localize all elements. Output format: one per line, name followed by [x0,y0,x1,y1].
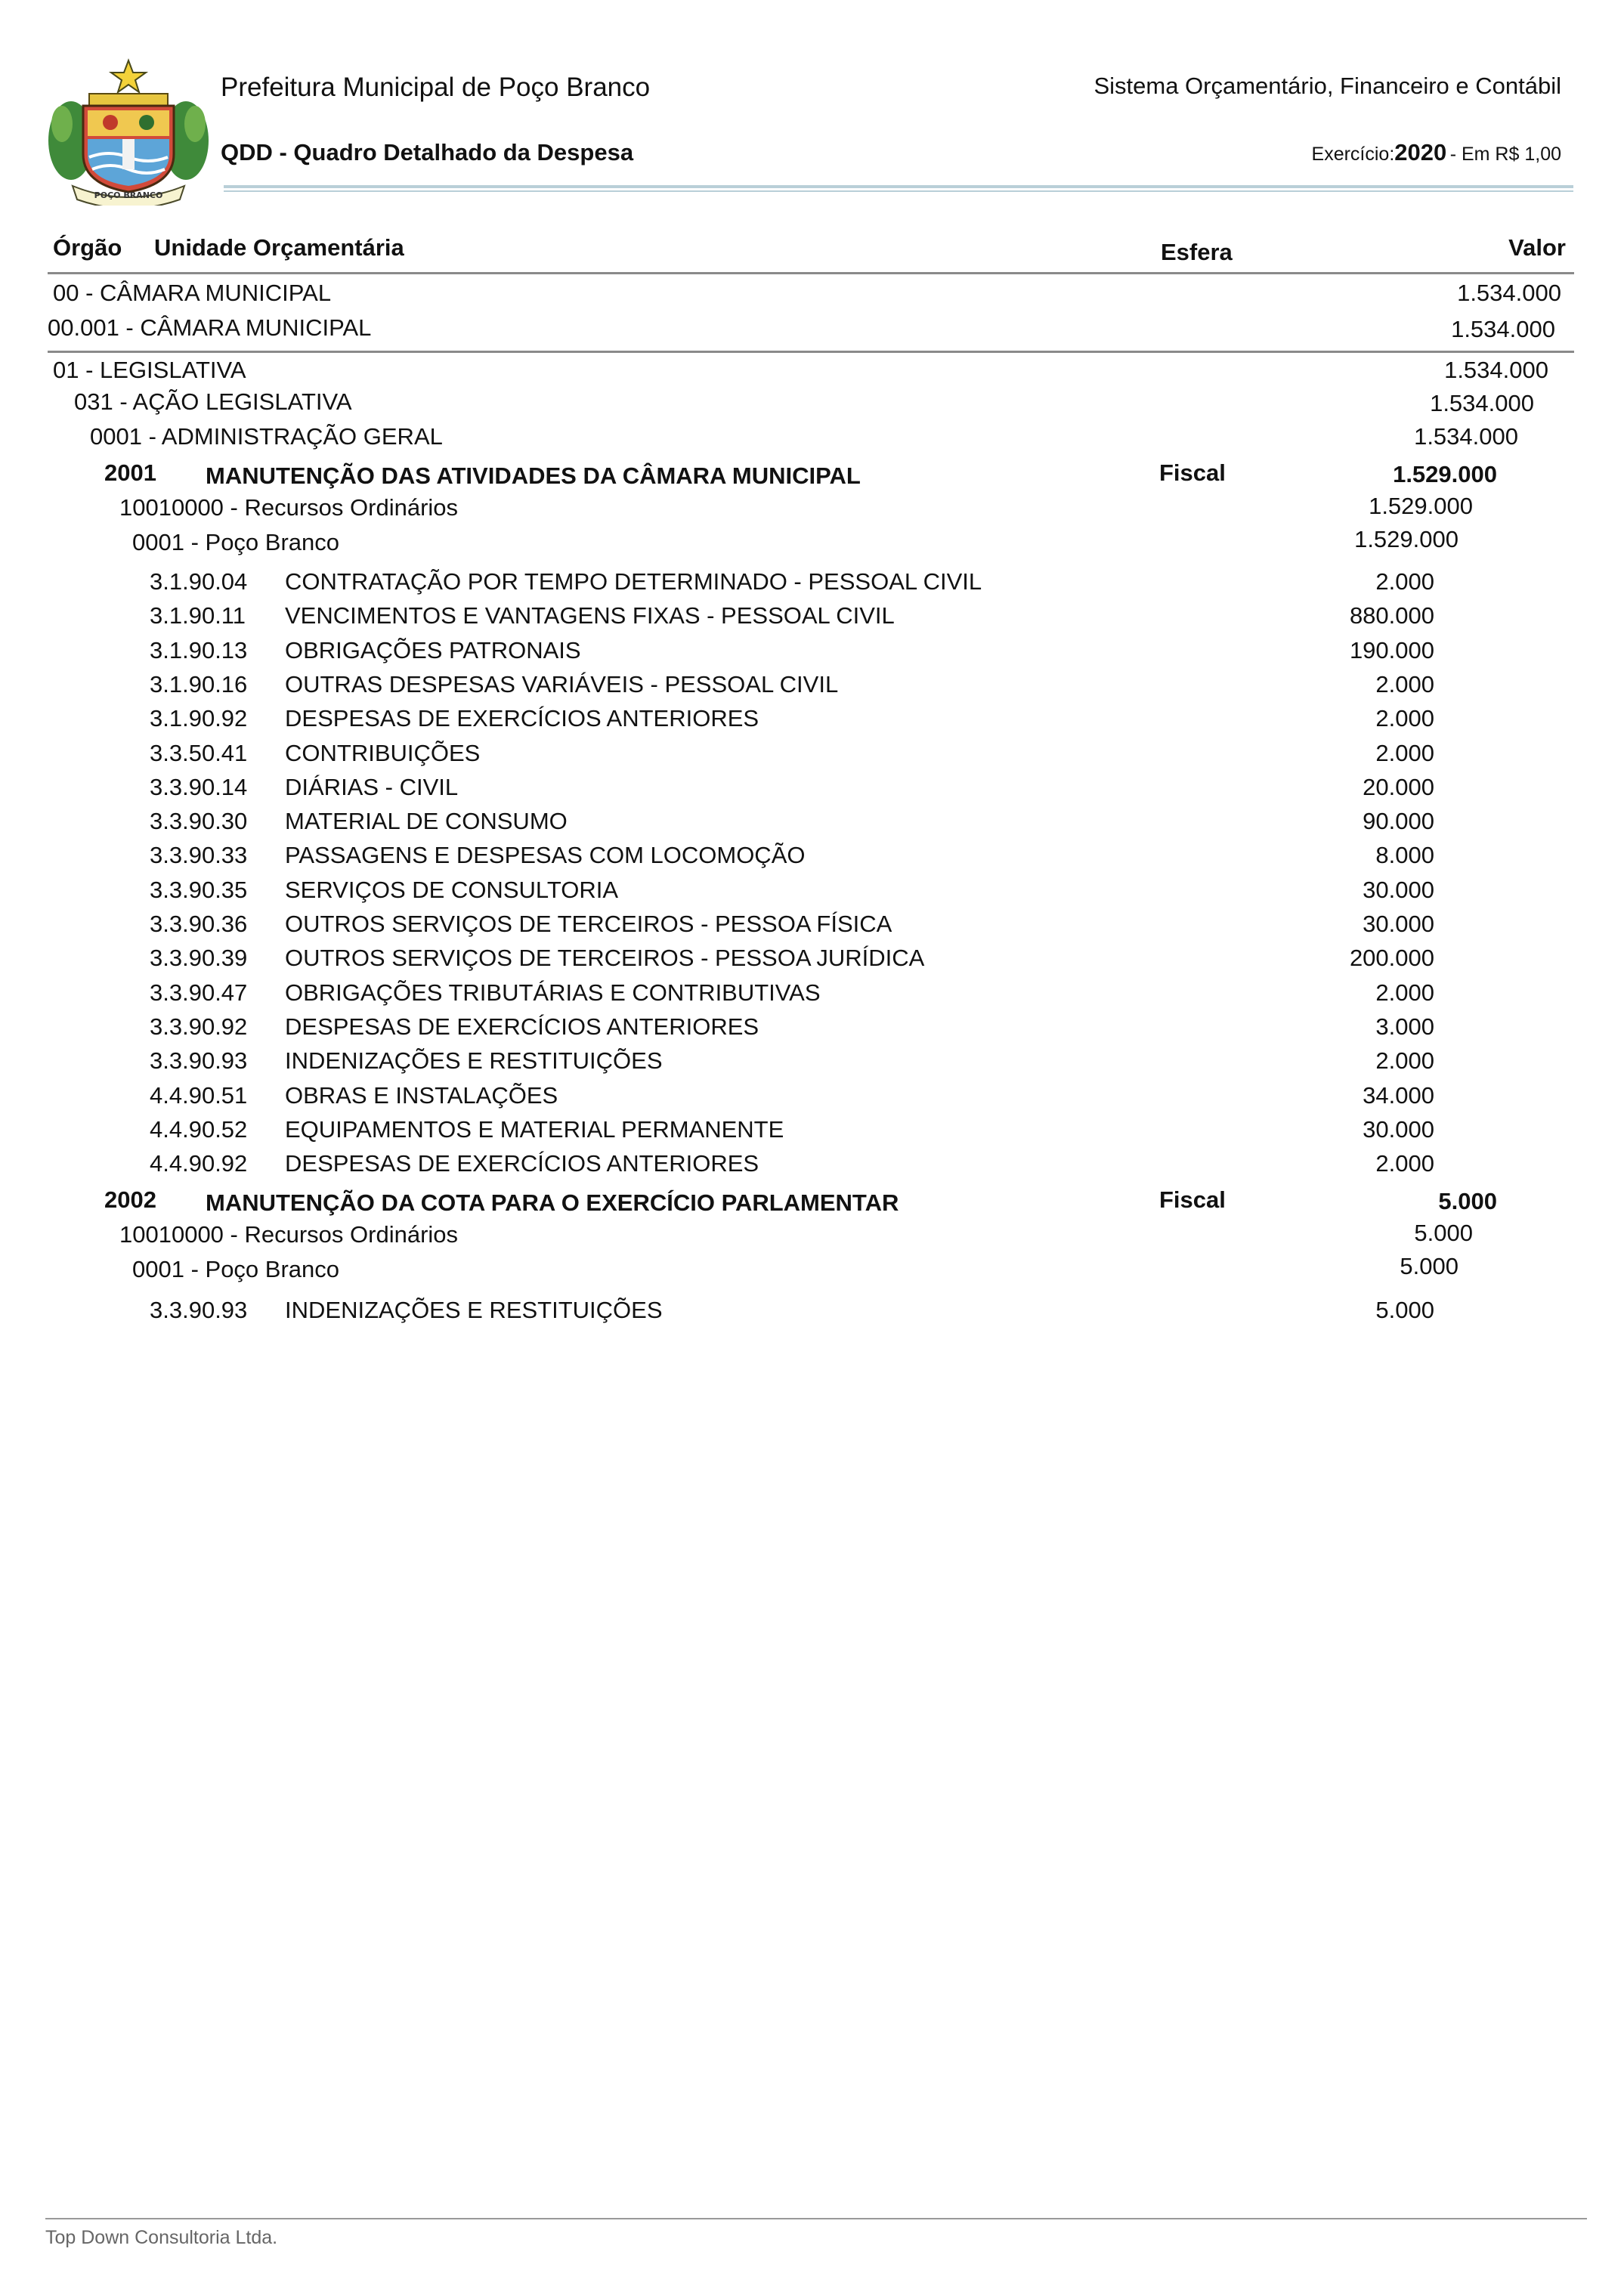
column-unidade: Unidade Orçamentária [154,234,404,261]
expense-value: 2.000 [1375,1047,1434,1075]
expense-code: 3.3.90.35 [150,876,248,903]
place-value: 5.000 [1400,1253,1459,1279]
report-title: QDD - Quadro Detalhado da Despesa [221,139,634,165]
expense-code: 4.4.90.51 [150,1081,248,1109]
footer-company: Top Down Consultoria Ltda. [45,2227,278,2248]
subfuncao-value: 1.534.000 [1430,390,1534,416]
expense-code: 3.1.90.11 [150,602,246,629]
unidade-label: 00.001 - CÂMARA MUNICIPAL [48,314,372,341]
expense-description: DESPESAS DE EXERCÍCIOS ANTERIORES [285,705,759,732]
currency-note: - Em R$ 1,00 [1449,144,1561,165]
action-value: 1.529.000 [1393,461,1497,487]
orgao-value: 1.534.000 [1457,280,1561,306]
column-esfera: Esfera [1161,239,1233,265]
svg-text:POÇO BRANCO: POÇO BRANCO [94,190,163,200]
expense-description: EQUIPAMENTOS E MATERIAL PERMANENTE [285,1115,784,1143]
expense-code: 3.1.90.16 [150,670,248,697]
expense-description: CONTRATAÇÃO POR TEMPO DETERMINADO - PESSOAL CIVIL [285,568,982,595]
expense-code: 3.1.90.92 [150,705,248,732]
expense-value: 200.000 [1349,945,1434,972]
expense-code: 3.1.90.04 [150,568,248,595]
expense-value: 34.000 [1363,1081,1434,1109]
expense-code: 4.4.90.52 [150,1115,248,1143]
expense-value: 8.000 [1375,842,1434,869]
expense-value: 20.000 [1363,773,1434,800]
programa-value: 1.534.000 [1414,423,1518,450]
expense-value: 2.000 [1375,1150,1434,1177]
expense-value: 2.000 [1375,705,1434,732]
expense-code: 3.3.90.14 [150,773,248,800]
expense-value: 2.000 [1375,979,1434,1006]
header-separator [48,272,1574,274]
system-name: Sistema Orçamentário, Financeiro e Contábil [1093,73,1561,99]
expense-description: PASSAGENS E DESPESAS COM LOCOMOÇÃO [285,842,806,869]
expense-value: 30.000 [1363,876,1434,903]
column-orgao: Órgão [53,234,122,261]
expense-code: 3.3.50.41 [150,739,248,766]
expense-code: 3.3.90.92 [150,1013,248,1040]
footer-rule [45,2218,1587,2219]
header-rule-1 [224,185,1573,188]
resource-value: 5.000 [1414,1220,1473,1246]
exercise-year: 2020 [1394,139,1447,165]
action-esfera: Fiscal [1159,1186,1226,1213]
expense-description: MATERIAL DE CONSUMO [285,808,568,835]
expense-description: CONTRIBUIÇÕES [285,739,481,766]
subfuncao-label: 031 - AÇÃO LEGISLATIVA [74,388,352,415]
place-label: 0001 - Poço Branco [132,529,340,555]
expense-code: 3.3.90.36 [150,911,248,937]
header-rule-2 [224,190,1573,192]
expense-description: INDENIZAÇÕES E RESTITUIÇÕES [285,1047,663,1075]
expense-code: 3.1.90.13 [150,636,248,663]
expense-code: 3.3.90.47 [150,979,248,1006]
expense-value: 2.000 [1375,670,1434,697]
expense-description: VENCIMENTOS E VANTAGENS FIXAS - PESSOAL CIVIL [285,602,895,629]
column-valor: Valor [1508,234,1566,261]
place-value: 1.529.000 [1354,526,1459,552]
expense-description: OUTROS SERVIÇOS DE TERCEIROS - PESSOA FÍSICA [285,911,892,937]
action-title: MANUTENÇÃO DA COTA PARA O EXERCÍCIO PARLAMENTAR [206,1189,899,1216]
exercise-info [1312,139,1561,171]
resource-value: 1.529.000 [1369,493,1473,519]
expense-value: 880.000 [1349,602,1434,629]
expense-description: DESPESAS DE EXERCÍCIOS ANTERIORES [285,1013,759,1040]
expense-code: 4.4.90.92 [150,1150,248,1177]
expense-code: 3.3.90.33 [150,842,248,869]
municipal-crest-logo [45,57,212,206]
resource-label: 10010000 - Recursos Ordinários [119,1221,459,1248]
place-label: 0001 - Poço Branco [132,1256,340,1282]
action-code: 2001 [104,459,156,486]
expense-description: INDENIZAÇÕES E RESTITUIÇÕES [285,1297,663,1323]
expense-code: 3.3.90.39 [150,945,248,972]
expense-value: 5.000 [1375,1297,1434,1323]
expense-description: OBRIGAÇÕES TRIBUTÁRIAS E CONTRIBUTIVAS [285,979,821,1006]
exercise-label: Exercício: [1311,144,1395,165]
municipality-name: Prefeitura Municipal de Poço Branco [221,73,651,102]
expense-value: 2.000 [1375,739,1434,766]
expense-code: 3.3.90.93 [150,1297,248,1323]
expense-value: 30.000 [1363,1115,1434,1143]
expense-code: 3.3.90.93 [150,1047,248,1075]
resource-label: 10010000 - Recursos Ordinários [119,494,459,521]
expense-description: DESPESAS DE EXERCÍCIOS ANTERIORES [285,1150,759,1177]
funcao-label: 01 - LEGISLATIVA [53,357,246,383]
action-esfera: Fiscal [1159,459,1226,486]
action-code: 2002 [104,1186,156,1213]
funcao-value: 1.534.000 [1444,357,1548,383]
expense-value: 190.000 [1349,636,1434,663]
expense-description: DIÁRIAS - CIVIL [285,773,459,800]
orgao-label: 00 - CÂMARA MUNICIPAL [53,280,332,306]
expense-description: OUTROS SERVIÇOS DE TERCEIROS - PESSOA JURÍDICA [285,945,925,972]
expense-description: SERVIÇOS DE CONSULTORIA [285,876,618,903]
expense-value: 90.000 [1363,808,1434,835]
programa-label: 0001 - ADMINISTRAÇÃO GERAL [90,423,443,450]
expense-description: OUTRAS DESPESAS VARIÁVEIS - PESSOAL CIVIL [285,670,839,697]
expense-description: OBRIGAÇÕES PATRONAIS [285,636,581,663]
unidade-separator [48,351,1574,353]
expense-value: 30.000 [1363,911,1434,937]
action-value: 5.000 [1438,1188,1497,1214]
action-title: MANUTENÇÃO DAS ATIVIDADES DA CÂMARA MUNICIPAL [206,462,861,489]
expense-value: 2.000 [1375,568,1434,595]
expense-description: OBRAS E INSTALAÇÕES [285,1081,558,1109]
expense-value: 3.000 [1375,1013,1434,1040]
expense-code: 3.3.90.30 [150,808,248,835]
unidade-value: 1.534.000 [1451,316,1555,342]
